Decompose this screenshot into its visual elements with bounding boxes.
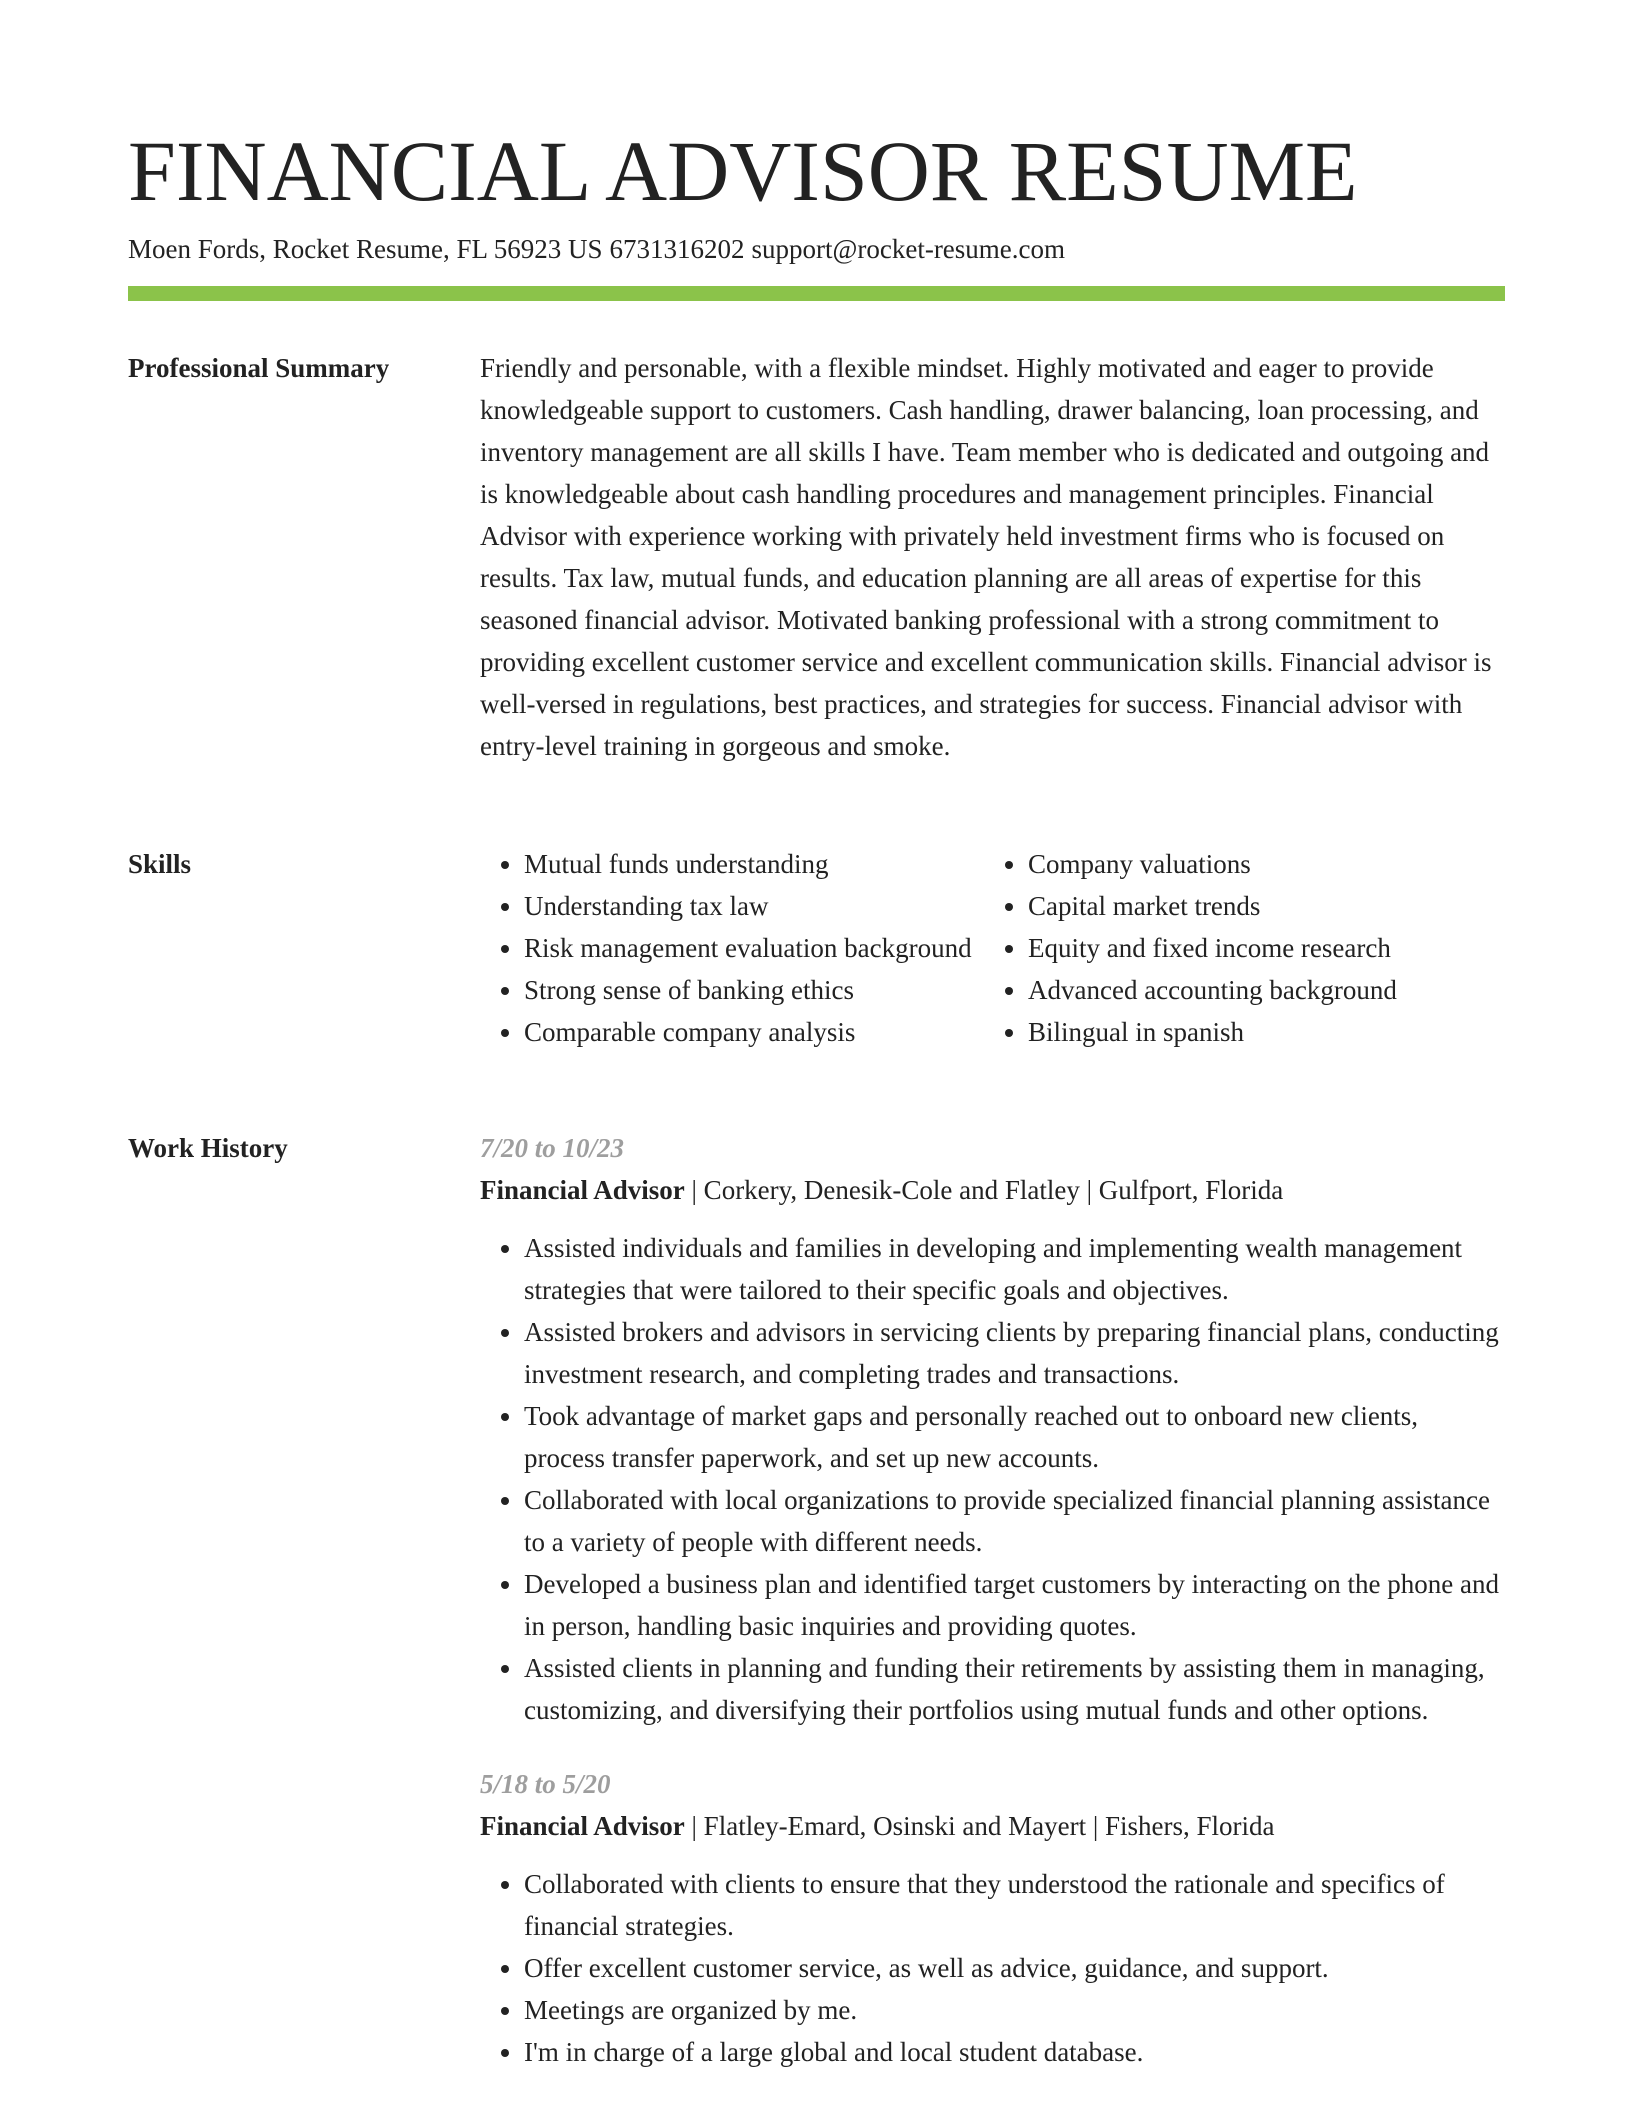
contact-email: support@rocket-resume.com bbox=[751, 234, 1066, 264]
job-bullet: • Assisted clients in planning and funding their retirements by assisting them in managing, customizing, and diversifying their portfolios using mutual funds and other options. bbox=[524, 1647, 1505, 1731]
job-heading bbox=[480, 1169, 1505, 1211]
skill-item: • Advanced accounting background bbox=[1028, 969, 1488, 1011]
job-bullet: • Assisted brokers and advisors in servicing clients by preparing financial plans, conducting investment research, and completing trades and transactions. bbox=[524, 1311, 1505, 1395]
skill-item: • Bilingual in spanish bbox=[1028, 1011, 1488, 1053]
header-divider bbox=[128, 286, 1505, 301]
job-heading bbox=[480, 1805, 1505, 1847]
skill-item: • Equity and fixed income research bbox=[1028, 927, 1488, 969]
page-title: FINANCIAL ADVISOR RESUME bbox=[128, 123, 1358, 219]
skill-item: • Understanding tax law bbox=[524, 885, 984, 927]
skill-item: • Company valuations bbox=[1028, 843, 1488, 885]
job-bullet: • Took advantage of market gaps and personally reached out to onboard new clients, process transfer paperwork, and set up new accounts. bbox=[524, 1395, 1505, 1479]
contact-line bbox=[128, 230, 1065, 268]
job-employer-location: | Corkery, Denesik-Cole and Flatley | Gulfport, Florida bbox=[691, 1175, 1284, 1205]
job-entry bbox=[480, 1127, 1505, 1731]
job-bullet: • Developed a business plan and identified target customers by interacting on the phone and in person, handling basic inquiries and providing quotes. bbox=[524, 1563, 1505, 1647]
job-bullet: • Collaborated with clients to ensure that they understood the rationale and specifics of financial strategies. bbox=[524, 1863, 1505, 1947]
skills-list-left bbox=[480, 843, 984, 1053]
job-employer-location: | Flatley-Emard, Osinski and Mayert | Fishers, Florida bbox=[691, 1811, 1275, 1841]
job-dates: 5/18 to 5/20 bbox=[480, 1769, 611, 1799]
job-bullets bbox=[480, 1863, 1505, 2073]
job-entry bbox=[480, 1763, 1505, 2073]
job-bullet: • Collaborated with local organizations to provide specialized financial planning assistance to a variety of people with different needs. bbox=[524, 1479, 1505, 1563]
job-bullet: • Meetings are organized by me. bbox=[524, 1989, 1505, 2031]
skill-item: • Comparable company analysis bbox=[524, 1011, 984, 1053]
skills-body bbox=[480, 843, 1505, 1053]
job-bullet: • Assisted individuals and families in developing and implementing wealth management strategies that were tailored to their specific goals and objectives. bbox=[524, 1227, 1505, 1311]
job-title: Financial Advisor bbox=[480, 1811, 685, 1841]
summary-body bbox=[480, 347, 1505, 767]
job-bullets bbox=[480, 1227, 1505, 1731]
job-bullet: • Offer excellent customer service, as well as advice, guidance, and support. bbox=[524, 1947, 1505, 1989]
skill-item: • Risk management evaluation background bbox=[524, 927, 984, 969]
job-bullet: • I'm in charge of a large global and local student database. bbox=[524, 2031, 1505, 2073]
work-history-label: Work History bbox=[128, 1133, 288, 1163]
work-history-body bbox=[480, 1127, 1505, 2073]
skill-item: • Mutual funds understanding bbox=[524, 843, 984, 885]
skill-item: • Capital market trends bbox=[1028, 885, 1488, 927]
job-title: Financial Advisor bbox=[480, 1175, 685, 1205]
skills-list-right bbox=[984, 843, 1488, 1053]
summary-text: Friendly and personable, with a flexible mindset. Highly motivated and eager to provide knowledgeable support to customers. Cash handling, drawer balancing, loan processing, and inventory management are all skills I have. Team member who is dedicated and outgoing and is knowledgeable about cash handling procedures and management principles. Financial Advisor with experience working with privately held investment firms who is focused on results. Tax law, mutual funds, and education planning are all areas of expertise for this seasoned financial advisor. Motivated banking professional with a strong commitment to providing excellent customer service and excellent communication skills. Financial advisor is well-versed in regulations, best practices, and strategies for success. Financial advisor with entry-level training in gorgeous and smoke. bbox=[480, 353, 1492, 761]
summary-label: Professional Summary bbox=[128, 353, 390, 383]
job-dates: 7/20 to 10/23 bbox=[480, 1133, 625, 1163]
contact-phone: 6731316202 bbox=[609, 234, 745, 264]
skill-item: • Strong sense of banking ethics bbox=[524, 969, 984, 1011]
skills-label: Skills bbox=[128, 849, 192, 879]
contact-address: Moen Fords, Rocket Resume, FL 56923 US bbox=[128, 234, 603, 264]
